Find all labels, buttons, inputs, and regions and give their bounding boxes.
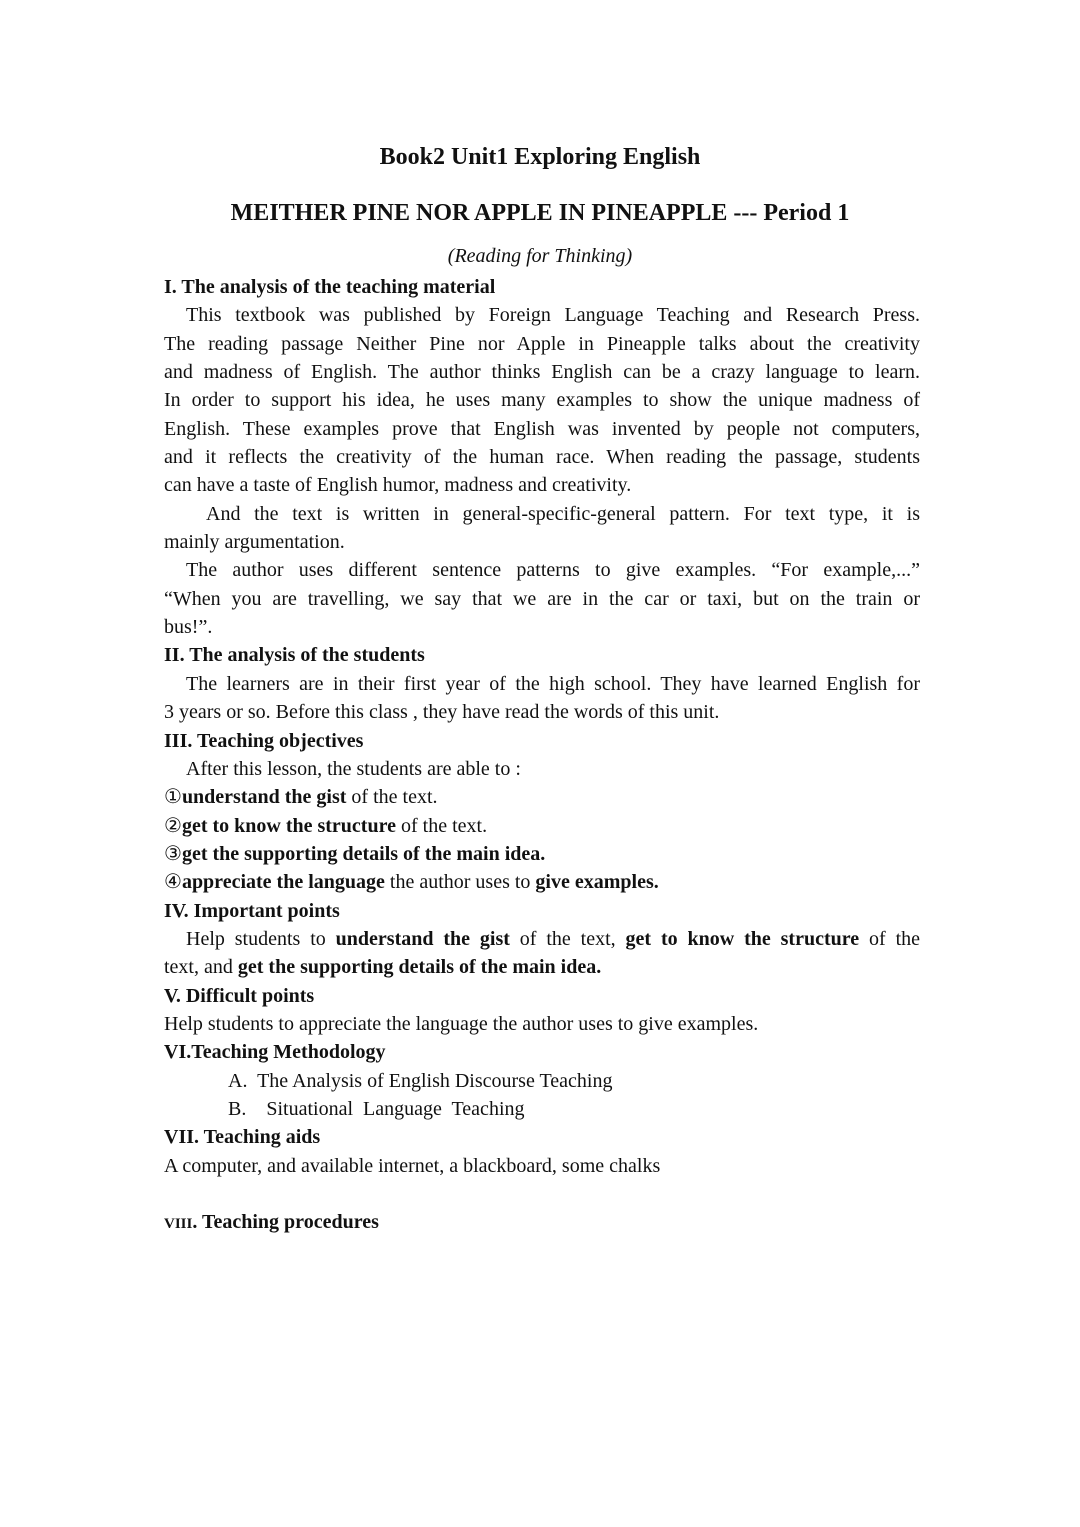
paragraph-line: The author uses different sentence patterns to give examples. “For example,...”: [186, 559, 920, 582]
section-heading: IV. Important points: [164, 899, 340, 922]
objective-bold: get the supporting details of the main idea.: [181, 842, 546, 865]
objective-text: of the text.: [395, 814, 488, 837]
paragraph-line: And the text is written in general-specific-general pattern. For text type, it is: [206, 502, 920, 525]
objective-bold: get to know the structure: [181, 814, 396, 837]
objective-number: ③: [164, 842, 182, 865]
objective-text: the author uses to: [384, 871, 536, 894]
paragraph-line: [164, 953, 920, 981]
section-heading: VI.Teaching Methodology: [164, 1041, 386, 1064]
paragraph-line: A computer, and available internet, a blackboard, some chalks: [164, 1154, 661, 1177]
section-number: VIII: [164, 1216, 193, 1233]
paragraph-line: English. These examples prove that English was invented by people not computers,: [164, 417, 920, 440]
paragraph-line: [164, 925, 920, 953]
section-heading-text: . Teaching procedures: [192, 1211, 379, 1234]
objective-item: [164, 783, 920, 811]
objective-number: ①: [164, 786, 182, 809]
section-heading: V. Difficult points: [164, 984, 315, 1007]
document-title: Book2 Unit1 Exploring English: [379, 144, 701, 170]
objective-number: ④: [164, 871, 182, 894]
objective-bold: appreciate the language: [181, 871, 385, 894]
paragraph-line: can have a taste of English humor, madness and creativity.: [164, 474, 632, 497]
method-item: B. Situational Language Teaching: [228, 1097, 525, 1120]
blank-line: [164, 1180, 920, 1208]
paragraph-line: The reading passage Neither Pine nor Apple in Pineapple talks about the creativity: [164, 332, 920, 355]
bold-text: understand the gist: [335, 927, 510, 950]
objective-bold: understand the gist: [181, 786, 347, 809]
document-body: [164, 273, 920, 1237]
text: of the text,: [509, 927, 626, 950]
method-item: A. The Analysis of English Discourse Teaching: [228, 1069, 613, 1092]
objective-text: of the text.: [346, 786, 438, 809]
document-subtitle: MEITHER PINE NOR APPLE IN PINEAPPLE --- Period 1: [230, 200, 850, 226]
bold-text: get to know the structure: [625, 927, 860, 950]
paragraph-line: 3 years or so. Before this class , they have read the words of this unit.: [164, 701, 720, 724]
bold-text: get the supporting details of the main idea.: [237, 956, 602, 979]
objective-bold: give examples.: [535, 871, 659, 894]
section-heading: III. Teaching objectives: [164, 729, 364, 752]
paragraph-line: In order to support his idea, he uses many examples to show the unique madness of: [164, 389, 920, 412]
objective-number: ②: [164, 814, 182, 837]
text: Help students to: [186, 927, 336, 950]
paragraph-line: and it reflects the creativity of the human race. When reading the passage, students: [164, 446, 920, 469]
paragraph-line: The learners are in their first year of the high school. They have learned English for: [186, 672, 920, 695]
objectives-intro: After this lesson, the students are able to :: [186, 757, 521, 780]
paragraph-line: and madness of English. The author thinks English can be a crazy language to learn.: [164, 361, 920, 384]
section-heading: [164, 1208, 920, 1236]
paragraph-line: “When you are travelling, we say that we are in the car or taxi, but on the train or: [164, 587, 920, 610]
paragraph-line: Help students to appreciate the language the author uses to give examples.: [164, 1012, 759, 1035]
paragraph-line: This textbook was published by Foreign Language Teaching and Research Press.: [186, 304, 920, 327]
paragraph-line: mainly argumentation.: [164, 531, 345, 554]
objective-item: [164, 812, 920, 840]
paragraph-line: bus!”.: [164, 616, 213, 639]
text: text, and: [164, 956, 238, 979]
section-heading: VII. Teaching aids: [164, 1126, 321, 1149]
section-heading: I. The analysis of the teaching material: [164, 276, 496, 298]
document-note: (Reading for Thinking): [447, 245, 633, 267]
section-heading: II. The analysis of the students: [164, 644, 425, 667]
text: of the: [859, 927, 921, 950]
objective-item: [164, 840, 920, 868]
objective-item: [164, 868, 920, 896]
